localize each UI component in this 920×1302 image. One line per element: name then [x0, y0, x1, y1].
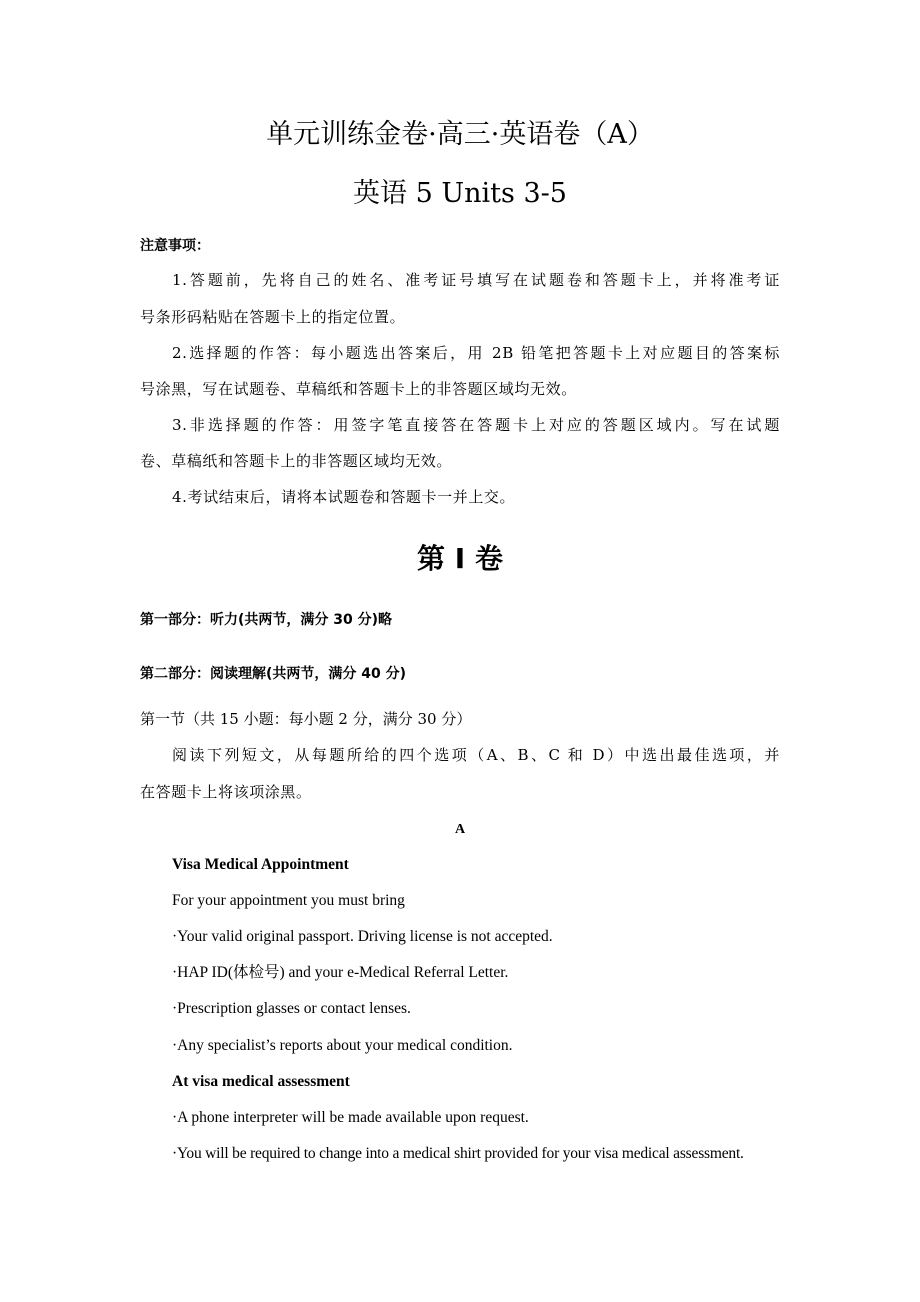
bring-item: ·HAP ID(体检号) and your e-Medical Referral Letter. [172, 964, 509, 981]
notice-heading: 注意事项： [140, 238, 210, 254]
passage-title: Visa Medical Appointment [172, 856, 349, 873]
assessment-item: ·A phone interpreter will be made available upon request. [172, 1109, 529, 1126]
volume-title: 第 I 卷 [417, 542, 503, 575]
part2-heading: 第二部分：阅读理解(共两节，满分 40 分) [140, 666, 407, 682]
section1-heading: 第一节（共 15 小题：每小题 2 分，满分 30 分） [140, 710, 472, 728]
assessment-item: ·You will be required to change into a medical shirt provided for your visa medical assessment. [172, 1145, 744, 1162]
bring-item: ·Your valid original passport. Driving license is not accepted. [172, 928, 553, 945]
notice-line: 3.非选择题的作答：用签字笔直接答在答题卡上对应的答题区域内。写在试题 [172, 416, 780, 434]
passage-intro: For your appointment you must bring [172, 892, 405, 909]
notice-line: 2.选择题的作答：每小题选出答案后，用 2B 铅笔把答题卡上对应题目的答案标 [172, 344, 780, 362]
notice-line: 1.答题前，先将自己的姓名、准考证号填写在试题卷和答题卡上，并将准考证 [172, 271, 780, 289]
page-title: 单元训练金卷·高三·英语卷（A） [266, 119, 654, 150]
page-subtitle: 英语 5 Units 3-5 [353, 178, 567, 209]
notice-line: 卷、草稿纸和答题卡上的非答题区域均无效。 [140, 452, 453, 470]
notice-line: 号涂黑，写在试题卷、草稿纸和答题卡上的非答题区域均无效。 [140, 380, 577, 398]
section1-instruction: 在答题卡上将该项涂黑。 [140, 783, 312, 801]
passage-letter: A [454, 822, 466, 837]
bring-item: ·Prescription glasses or contact lenses. [172, 1000, 411, 1017]
part1-heading: 第一部分：听力(共两节，满分 30 分)略 [140, 612, 393, 628]
notice-line: 4.考试结束后，请将本试题卷和答题卡一并上交。 [172, 488, 516, 506]
bring-item: ·Any specialist’s reports about your medical condition. [172, 1037, 513, 1054]
assessment-heading: At visa medical assessment [172, 1073, 350, 1090]
section1-instruction: 阅读下列短文，从每题所给的四个选项（A、B、C 和 D）中选出最佳选项，并 [172, 746, 780, 764]
notice-line: 号条形码粘贴在答题卡上的指定位置。 [140, 308, 406, 326]
